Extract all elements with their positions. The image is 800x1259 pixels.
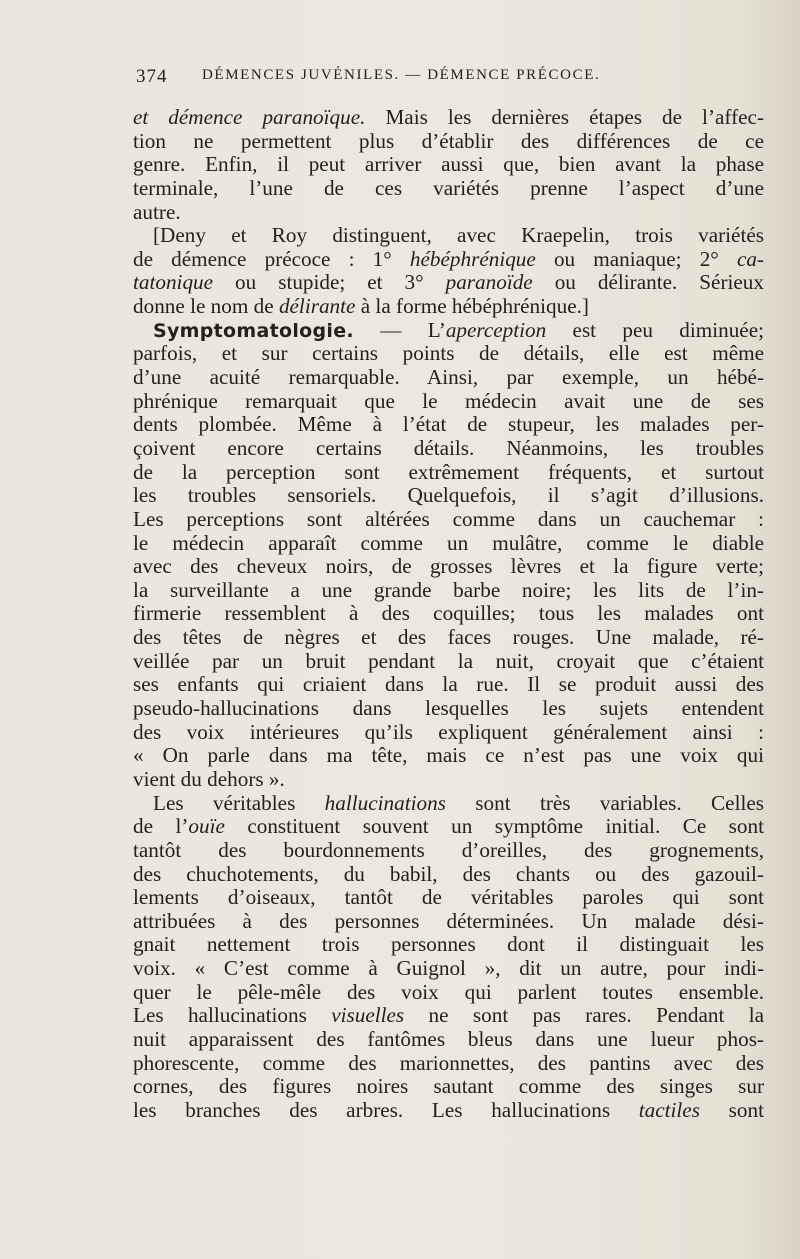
text-run: à la forme hébéphrénique.] (355, 294, 589, 319)
text-line (133, 201, 764, 225)
text-run: ou stupide; et 3° (213, 270, 446, 295)
text-run: tatonique (133, 270, 214, 295)
text-run: visuelles (331, 1003, 405, 1028)
text-run: et démence paranoïque. (133, 105, 366, 129)
text-run: — L’ (353, 317, 446, 342)
text-line (133, 366, 764, 390)
text-line (133, 153, 764, 177)
text-run: les troubles sensoriels. Quelquefois, il s’agit d’illusions. (133, 483, 764, 508)
text-run: hébéphrénique (409, 246, 536, 271)
text-line (133, 1028, 764, 1052)
text-run: ses enfants qui criaient dans la rue. Il se produit aussi des (133, 672, 764, 697)
text-run: tantôt des bourdonnements d’oreilles, des grognements, (133, 837, 764, 862)
page-number: 374 (136, 66, 168, 87)
text-line (133, 863, 764, 887)
text-line (133, 839, 764, 863)
text-line (133, 602, 764, 626)
text-run: ou maniaque; 2° (535, 246, 737, 271)
text-run: lements d’oiseaux, tantôt de véritables paroles qui sont (133, 885, 764, 910)
text-line (133, 248, 764, 272)
text-run: Les véritables (153, 790, 325, 815)
text-run: gnait nettement trois personnes dont il distinguait les (133, 932, 764, 957)
text-line (133, 981, 764, 1005)
text-run: des chuchotements, du babil, des chants ou des gazouil- (133, 861, 764, 886)
text-run: donne le nom de (133, 294, 279, 319)
text-line (133, 1075, 764, 1099)
text-run: ou délirante. Sérieux (532, 270, 764, 295)
text-run: vient du dehors ». (133, 766, 285, 791)
text-run: de démence précoce : 1° (133, 246, 410, 271)
body-text (133, 106, 764, 1123)
text-run: [Deny et Roy distinguent, avec Kraepelin, trois variétés (153, 223, 764, 248)
text-run: genre. Enfin, il peut arriver aussi que, bien avant la phase (133, 152, 764, 177)
text-run: sont très variables. Celles (445, 790, 764, 815)
text-line (133, 886, 764, 910)
text-line (133, 342, 764, 366)
text-run: Symptomatologie. (153, 319, 354, 342)
text-run: ne sont pas rares. Pendant la (404, 1003, 764, 1028)
text-line (133, 390, 764, 414)
text-run: sont (699, 1097, 764, 1122)
text-run: « On parle dans ma tête, mais ce n’est pas une voix qui (133, 743, 764, 768)
text-run: les branches des arbres. Les hallucinations (133, 1097, 639, 1122)
text-run: des voix intérieures qu’ils expliquent généralement ainsi : (133, 719, 764, 744)
text-run: délirante (278, 294, 356, 319)
text-run: phorescente, comme des marionnettes, des pantins avec des (133, 1050, 764, 1075)
text-line (133, 744, 764, 768)
text-line (133, 532, 764, 556)
text-line (133, 461, 764, 485)
text-line (133, 933, 764, 957)
text-line (133, 1099, 764, 1123)
text-line (133, 626, 764, 650)
text-line (133, 1004, 764, 1028)
text-line (133, 224, 764, 248)
text-line (133, 1052, 764, 1076)
text-run: avec des cheveux noirs, de grosses lèvres et la figure verte; (133, 554, 764, 579)
text-line (133, 768, 764, 792)
text-run: constituent souvent un symptôme initial. Ce sont (224, 814, 764, 839)
text-line (133, 697, 764, 721)
text-run: ouïe (188, 814, 225, 839)
text-run: aperception (445, 317, 547, 342)
text-line (133, 106, 764, 130)
page-header (136, 66, 766, 96)
text-run: de la perception sont extrêmement fréquents, et surtout (133, 459, 764, 484)
text-run: voix. « C’est comme à Guignol », dit un autre, pour indi- (133, 956, 764, 981)
text-line (133, 792, 764, 816)
text-run: Mais les dernières étapes de l’affec- (365, 105, 764, 129)
text-line (133, 130, 764, 154)
text-run: veillée par un bruit pendant la nuit, croyait que c’étaient (133, 648, 764, 673)
text-run: tion ne permettent plus d’établir des différences de ce (133, 128, 764, 153)
text-line (133, 413, 764, 437)
text-line (133, 271, 764, 295)
text-line (133, 508, 764, 532)
text-run: des têtes de nègres et des faces rouges. Une malade, ré- (133, 625, 764, 650)
text-run: Les hallucinations (133, 1003, 332, 1028)
text-run: dents plombée. Même à l’état de stupeur, les malades per- (133, 412, 764, 437)
text-run: autre. (133, 199, 181, 224)
text-run: nuit apparaissent des fantômes bleus dans une lueur phos- (133, 1026, 764, 1051)
text-run: la surveillante a une grande barbe noire; les lits de l’in- (133, 577, 764, 602)
text-line (133, 319, 764, 343)
text-run: phrénique remarquait que le médecin avait une de ses (133, 388, 764, 413)
text-line (133, 437, 764, 461)
text-line (133, 721, 764, 745)
text-run: le médecin apparaît comme un mulâtre, comme le diable (133, 530, 764, 555)
text-run: tactiles (638, 1097, 700, 1122)
text-run: attribuées à des personnes déterminées. Un malade dési- (133, 908, 764, 933)
text-line (133, 295, 764, 319)
text-line (133, 957, 764, 981)
text-line (133, 555, 764, 579)
text-line (133, 673, 764, 697)
text-run: est peu diminuée; (546, 317, 765, 342)
text-run: paranoïde (445, 270, 533, 295)
text-run: de l’ (133, 814, 189, 839)
text-line (133, 650, 764, 674)
text-run: quer le pêle-mêle des voix qui parlent toutes ensemble. (133, 979, 764, 1004)
text-run: Les perceptions sont altérées comme dans un cauchemar : (133, 506, 764, 531)
text-run: d’une acuité remarquable. Ainsi, par exemple, un hébé- (133, 365, 764, 390)
text-line (133, 815, 764, 839)
text-run: ca- (736, 246, 764, 271)
text-line (133, 910, 764, 934)
text-run: çoivent encore certains détails. Néanmoins, les troubles (133, 435, 764, 460)
text-run: hallucinations (324, 790, 446, 815)
running-head: DÉMENCES JUVÉNILES. — DÉMENCE PRÉCOCE. (202, 67, 601, 83)
text-run: terminale, l’une de ces variétés prenne l’aspect d’une (133, 175, 764, 200)
text-run: pseudo-hallucinations dans lesquelles les sujets entendent (133, 696, 764, 721)
text-line (133, 579, 764, 603)
text-line (133, 484, 764, 508)
text-run: cornes, des figures noires sautant comme des singes sur (133, 1074, 764, 1099)
text-run: parfois, et sur certains points de détails, elle est même (133, 341, 764, 366)
text-run: firmerie ressemblent à des coquilles; tous les malades ont (133, 601, 764, 626)
text-line (133, 177, 764, 201)
